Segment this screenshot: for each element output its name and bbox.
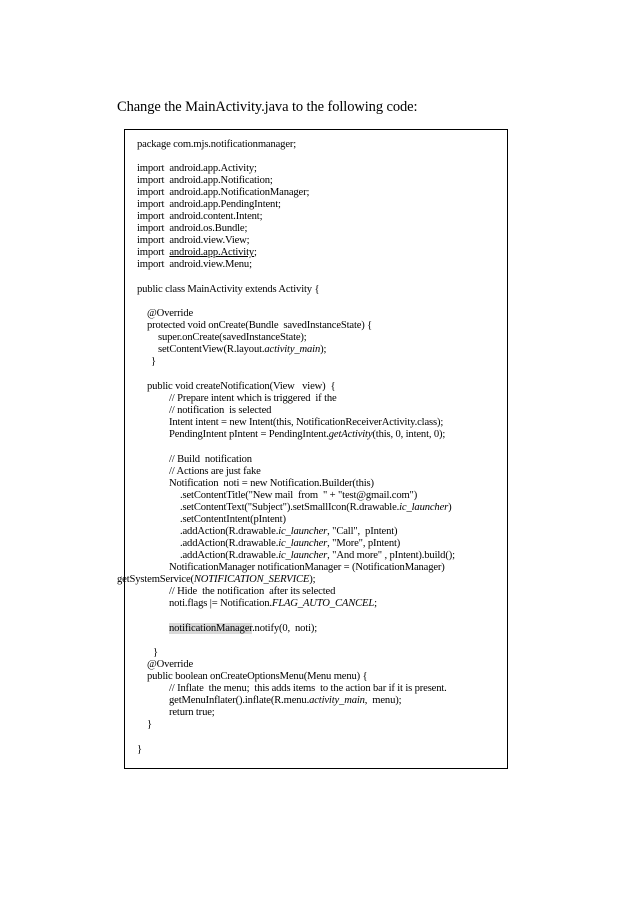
- code-line-comment: // notification is selected: [169, 405, 272, 416]
- code-line-import: import android.view.Menu;: [137, 259, 252, 270]
- code-text: );: [309, 574, 316, 585]
- code-text: , "Call", pIntent): [327, 526, 398, 537]
- underlined-import-name: android.app.Activity: [169, 247, 255, 258]
- code-line-oncreate-signature: protected void onCreate(Bundle savedInstanceState) {: [147, 320, 373, 331]
- code-line-close-brace: }: [151, 356, 156, 367]
- code-text: , "And more" , pIntent).build();: [327, 550, 455, 561]
- code-line-menu-signature: public boolean onCreateOptionsMenu(Menu menu) {: [147, 671, 368, 682]
- code-line-override: @Override: [147, 308, 194, 319]
- code-text: ): [448, 502, 452, 513]
- code-italic-text: NOTIFICATION_SERVICE: [193, 574, 310, 585]
- code-listing-box: [117, 129, 508, 769]
- code-line-create-notification-signature: public void createNotification(View view) {: [147, 381, 336, 392]
- code-text: setContentView(R.layout.: [158, 344, 265, 355]
- code-line-comment: // Build notification: [169, 454, 252, 465]
- code-line-close-brace: }: [153, 647, 158, 658]
- code-line-set-content-view: [158, 344, 326, 356]
- semicolon: ;: [254, 247, 257, 258]
- code-line-inflate: [169, 695, 401, 707]
- code-line-add-action: [180, 526, 397, 538]
- code-text: (this, 0, intent, 0);: [372, 429, 446, 440]
- code-line-import-duplicate: [137, 247, 257, 259]
- code-text: noti.flags |= Notification.: [169, 598, 272, 609]
- import-keyword: import: [137, 247, 170, 258]
- code-line-notify: [169, 623, 317, 635]
- code-line-import: import android.app.Notification;: [137, 175, 273, 186]
- code-italic-text: ic_launcher: [399, 502, 449, 513]
- code-line-flags: [169, 598, 377, 610]
- code-italic-text: ic_launcher: [278, 526, 328, 537]
- code-line-close-brace: }: [147, 719, 152, 730]
- code-listing: [117, 130, 507, 768]
- code-line-return: return true;: [169, 707, 215, 718]
- code-italic-text: getActivity: [328, 429, 373, 440]
- code-text: getMenuInflater().inflate(R.menu.: [169, 695, 310, 706]
- code-line-add-action: [180, 550, 455, 562]
- code-line-set-text: [180, 502, 451, 514]
- code-text: );: [320, 344, 327, 355]
- code-line-import: import android.app.NotificationManager;: [137, 187, 310, 198]
- code-line-set-title: .setContentTitle("New mail from " + "test@gmail.com"): [180, 490, 418, 501]
- code-line-intent: Intent intent = new Intent(this, NotificationReceiverActivity.class);: [169, 417, 444, 428]
- code-text: .notify(0, noti);: [252, 623, 318, 634]
- code-italic-text: FLAG_AUTO_CANCEL: [271, 598, 375, 609]
- code-line-close-brace: }: [137, 744, 142, 755]
- code-line-super-call: super.onCreate(savedInstanceState);: [158, 332, 307, 343]
- code-text: , "More", pIntent): [327, 538, 401, 549]
- code-line-comment: // Inflate the menu; this adds items to the action bar if it is present.: [169, 683, 447, 694]
- code-line-set-intent: .setContentIntent(pIntent): [180, 514, 286, 525]
- code-text: .addAction(R.drawable.: [180, 526, 279, 537]
- code-line-notification-builder: Notification noti = new Notification.Builder(this): [169, 478, 374, 489]
- code-line-notification-manager: NotificationManager notificationManager = (NotificationManager): [169, 562, 445, 573]
- code-line-comment: // Actions are just fake: [169, 466, 261, 477]
- code-italic-text: activity_main: [264, 344, 321, 355]
- code-italic-text: ic_launcher: [278, 550, 328, 561]
- code-line-comment: // Hide the notification after its selected: [169, 586, 336, 597]
- code-text: , menu);: [364, 695, 402, 706]
- code-italic-text: activity_main: [309, 695, 365, 706]
- code-line-comment: // Prepare intent which is triggered if the: [169, 393, 337, 404]
- code-text: getSystemService(: [117, 574, 194, 585]
- code-line-import: import android.os.Bundle;: [137, 223, 248, 234]
- highlighted-identifier: notificationManager: [169, 623, 253, 634]
- code-text: PendingIntent pIntent = PendingIntent.: [169, 429, 329, 440]
- code-text: .setContentText("Subject").setSmallIcon(R.drawable.: [180, 502, 400, 513]
- code-line-get-system-service: [117, 574, 315, 586]
- code-text: .addAction(R.drawable.: [180, 538, 279, 549]
- code-line-import: import android.app.PendingIntent;: [137, 199, 281, 210]
- code-line-package: package com.mjs.notificationmanager;: [137, 139, 297, 150]
- code-text: ;: [374, 598, 377, 609]
- code-line-override: @Override: [147, 659, 194, 670]
- code-line-import: import android.content.Intent;: [137, 211, 263, 222]
- instruction-heading: Change the MainActivity.java to the following code:: [117, 99, 418, 115]
- code-text: .addAction(R.drawable.: [180, 550, 279, 561]
- code-line-import: import android.app.Activity;: [137, 163, 257, 174]
- code-line-class-declaration: public class MainActivity extends Activity {: [137, 284, 320, 295]
- code-line-add-action: [180, 538, 400, 550]
- code-line-pending-intent: [169, 429, 445, 441]
- code-italic-text: ic_launcher: [278, 538, 328, 549]
- code-line-import: import android.view.View;: [137, 235, 250, 246]
